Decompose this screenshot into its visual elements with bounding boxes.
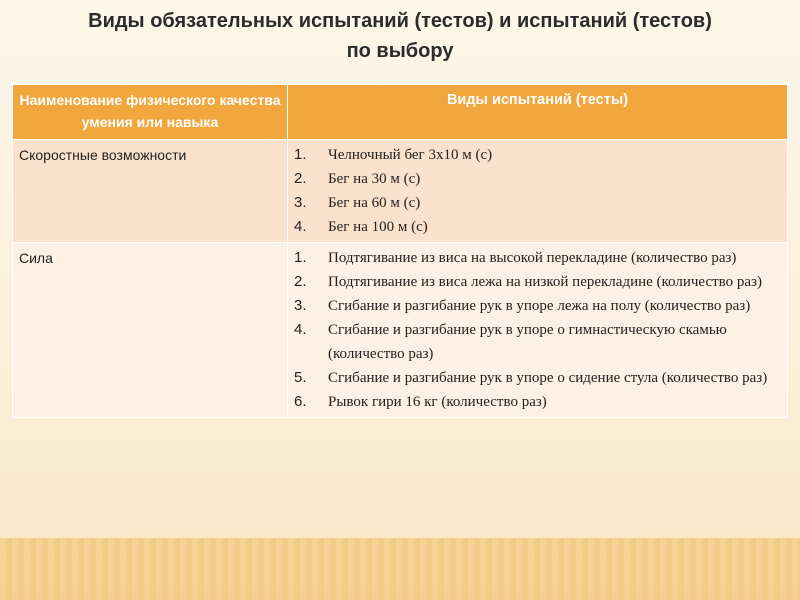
list-item: [294, 246, 782, 270]
item-number: 2.: [294, 273, 307, 290]
item-text: Сгибание и разгибание рук в упоре о сидение стула (количество раз): [328, 370, 768, 386]
item-number: 1.: [294, 249, 307, 266]
item-text: Бег на 30 м (с): [328, 171, 421, 187]
tests-list: [294, 143, 782, 239]
slide-title-line-2: по выбору: [346, 40, 454, 62]
item-text: Бег на 100 м (с): [328, 219, 428, 235]
item-text: Подтягивание из виса на высокой перекладине (количество раз): [328, 250, 737, 266]
tests-list: [294, 246, 782, 414]
list-item: [294, 191, 782, 215]
list-item: [294, 390, 782, 414]
quality-cell: Сила: [13, 243, 288, 418]
decorative-bottom-band: [0, 538, 800, 600]
item-text: Бег на 60 м (с): [328, 195, 421, 211]
table-header-row: [13, 85, 788, 140]
item-text: Сгибание и разгибание рук в упоре лежа на полу (количество раз): [328, 298, 751, 314]
item-number: 3.: [294, 194, 307, 211]
tests-cell: [288, 140, 788, 243]
item-text: Рывок гири 16 кг (количество раз): [328, 394, 547, 410]
tests-cell: [288, 243, 788, 418]
item-text: Челночный бег 3х10 м (с): [328, 147, 493, 163]
item-number: 1.: [294, 146, 307, 163]
list-item: [294, 318, 782, 366]
list-item: [294, 294, 782, 318]
list-item: [294, 143, 782, 167]
list-item: [294, 366, 782, 390]
list-item: [294, 270, 782, 294]
item-text: Подтягивание из виса лежа на низкой перекладине (количество раз): [328, 274, 762, 290]
header-tests: Виды испытаний (тесты): [288, 85, 788, 140]
item-number: 3.: [294, 297, 307, 314]
list-item: [294, 215, 782, 239]
tests-table: [12, 84, 788, 418]
table-row-strength: [13, 243, 788, 418]
slide-title-line-1: Виды обязательных испытаний (тестов) и испытаний (тестов): [88, 10, 712, 32]
item-number: 4.: [294, 218, 307, 235]
item-number: 4.: [294, 321, 307, 338]
item-text: Сгибание и разгибание рук в упоре о гимнастическую скамью (количество раз): [328, 322, 727, 362]
quality-cell: Скоростные возможности: [13, 140, 288, 243]
item-number: 2.: [294, 170, 307, 187]
list-item: [294, 167, 782, 191]
slide-title: [20, 6, 780, 66]
table-row-speed: [13, 140, 788, 243]
item-number: 5.: [294, 369, 307, 386]
item-number: 6.: [294, 393, 307, 410]
header-quality: Наименование физического качества умения или навыка: [13, 85, 288, 140]
